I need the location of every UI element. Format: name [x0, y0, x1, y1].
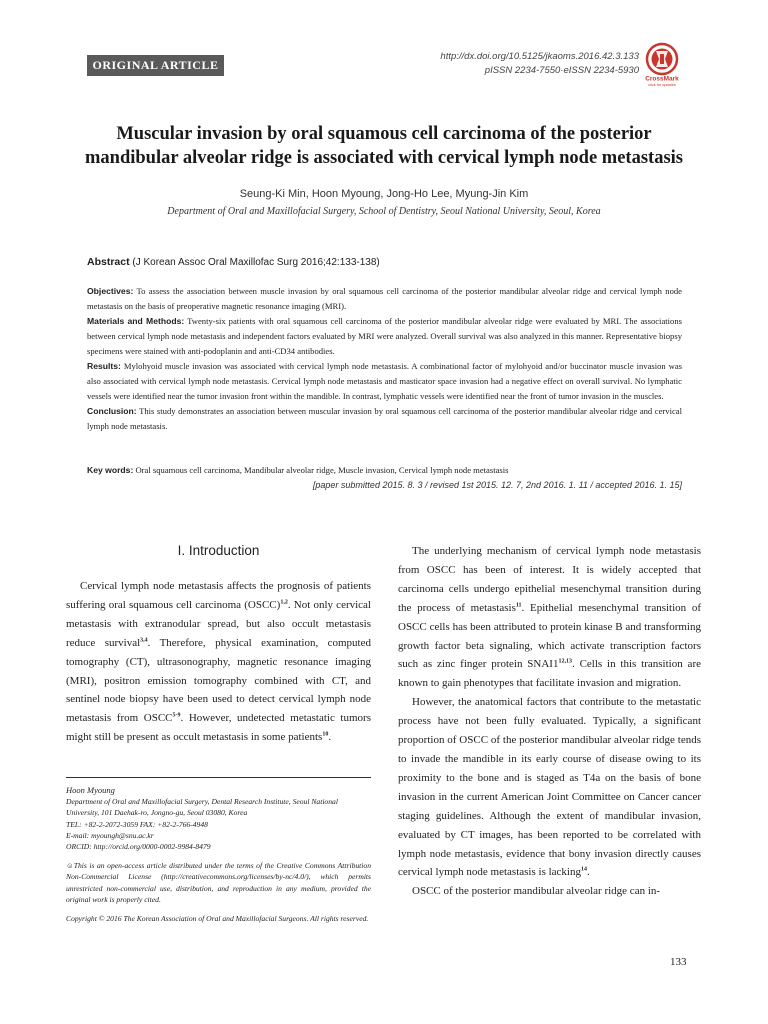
- abstract-methods: [87, 314, 682, 359]
- methods-text: Twenty-six patients with oral squamous cell carcinoma of the posterior mandibular alveolar ridge were evaluated by MRI. The associations between cervical lymph node metastasis and independent factors evaluated by MRI were analyzed. Overall survival was also analyzed in this manner. Representative biopsy specimens were stained with anti-podoplanin and anti-CD34 antibodies.: [87, 316, 682, 356]
- results-text: Mylohyoid muscle invasion was associated with cervical lymph node metastasis. A combinational factor of mylohyoid and/or buccinator muscle invasion was also associated with cervical lymph node metastasis. Cervical lymph node metastasis and masticator space invasion had a negative effect on overall survival. No lymphatic vessels were identified near the tumor invasion front within the mandible. In contrast, lymphatic vessels were identified near the front of tumor invasion in the muscles.: [87, 361, 682, 401]
- citation-ref[interactable]: 14: [580, 866, 587, 873]
- doi-block: [440, 50, 639, 78]
- citation-ref[interactable]: 12,13: [558, 658, 572, 665]
- article-type-badge: ORIGINAL ARTICLE: [87, 55, 224, 76]
- submission-dates: [paper submitted 2015. 8. 3 / revised 1st 2015. 12. 7, 2nd 2016. 1. 11 / accepted 2016. 1. 15]: [312, 480, 682, 490]
- corresponding-author-email[interactable]: E-mail: myoungh@snu.ac.kr: [66, 830, 154, 840]
- corresponding-author-phone: TEL: +82-2-2072-3059 FAX: +82-2-766-4948: [66, 819, 208, 829]
- section-heading-introduction: I. Introduction: [177, 543, 260, 558]
- citation-ref[interactable]: 3,4: [140, 637, 148, 644]
- author-list: Seung-Ki Min, Hoon Myoung, Jong-Ho Lee, Myung-Jin Kim: [239, 188, 529, 200]
- body-paragraph: However, the anatomical factors that contribute to the metastatic process have not been fully evaluated. Typically, a significant proportion of OSCC of the posterior mandibular alveolar ridge tends to invade the mandible in its early course of disease owing to its proximity to the bone and is staged as T4a on the basis of bone invasion in the current American Joint Committee on Cancer cancer staging guidelines. Although the extent of mandibular invasion, evaluated by CT images, has been reported to be correlated with lymph node metastasis, evidence that bony invasion directly causes cervical lymph node metastasis is lacking$^{14}$.: [398, 696, 701, 879]
- doi-link[interactable]: http://dx.doi.org/10.5125/jkaoms.2016.42.3.133: [440, 51, 639, 62]
- objectives-label: Objectives:: [87, 286, 134, 296]
- objectives-text: To assess the association between muscle invasion by oral squamous cell carcinoma of the posterior mandibular alveolar ridge and cervical lymph node metastasis on the basis of preoperative magnetic resonance imaging (MRI).: [87, 286, 682, 311]
- conclusion-label: Conclusion:: [87, 406, 137, 416]
- article-title: [60, 122, 708, 170]
- title-line-1: Muscular invasion by oral squamous cell carcinoma of the posterior: [116, 124, 652, 144]
- abstract-results: [87, 359, 682, 404]
- license-notice: ☺This is an open-access article distributed under the terms of the Creative Commons Attribution Non-Commercial License (http://creativecommons.org/licenses/by-nc/4.0/), which permits unrestricted non-commercial use, distribution, and reproduction in any medium, provided the original work is properly cited.: [66, 861, 371, 904]
- affiliation: Department of Oral and Maxillofacial Surgery, School of Dentistry, Seoul National University, Seoul, Korea: [167, 206, 601, 217]
- citation-ref[interactable]: 11: [515, 602, 522, 609]
- corresponding-author-orcid[interactable]: ORCID: http://orcid.org/0000-0002-9984-8479: [66, 842, 211, 852]
- crossmark-logo[interactable]: [642, 42, 682, 87]
- page-number: 133: [670, 956, 687, 968]
- body-column-left: [66, 577, 371, 747]
- corresponding-author-footnote: [66, 785, 371, 924]
- citation-ref[interactable]: 10: [322, 731, 329, 738]
- crossmark-label: CrossMark: [645, 75, 679, 83]
- issn-text: pISSN 2234-7550·eISSN 2234-5930: [484, 65, 639, 76]
- abstract-heading: [87, 256, 380, 268]
- abstract-body: [87, 284, 682, 434]
- crossmark-icon: [642, 42, 682, 87]
- conclusion-text: This study demonstrates an association between muscular invasion by oral squamous cell carcinoma of the posterior mandibular alveolar ridge and cervical lymph node metastasis.: [87, 406, 682, 431]
- body-column-right: [398, 542, 701, 901]
- body-paragraph: Cervical lymph node metastasis affects the prognosis of patients suffering oral squamous cell carcinoma (OSCC)$^{1,2}$. Not only cervical metastasis with extranodular spread, but also occult metastasis reduce survival$^{3,4}$. Therefore, physical examination, computed tomography (CT), ultrasonography, magnetic resonance imaging (MRI), positron emission tomography combined with CT, and sentinel node biopsy have been used to detect cervical lymph node metastasis from OSCC$^{5-9}$. However, undetected metastatic tumors might still be present as occult metastasis in some patients$^{10}$.: [66, 580, 371, 744]
- citation-ref[interactable]: 5-9: [172, 712, 181, 719]
- abstract-citation: (J Korean Assoc Oral Maxillofac Surg 2016;42:133-138): [129, 257, 380, 268]
- crossmark-sublabel: click for updates: [648, 83, 676, 87]
- methods-label: Materials and Methods:: [87, 316, 185, 326]
- keywords-label: Key words:: [87, 465, 134, 475]
- abstract-conclusion: [87, 404, 682, 434]
- abstract-label: Abstract: [87, 256, 130, 268]
- keywords-text: Oral squamous cell carcinoma, Mandibular alveolar ridge, Muscle invasion, Cervical lymph node metastasis: [133, 465, 509, 475]
- body-paragraph: The underlying mechanism of cervical lymph node metastasis from OSCC has been of interest. It is widely accepted that carcinoma cells undergo epithelial mesenchymal transition during the process of metastasis$^{11}$. Epithelial mesenchymal transition of OSCC cells has been attributed to protein kinase B and transforming growth factor beta signaling, which activate transcription factors such as zinc finger protein SNAI1$^{12,13}$. Cells in this transition are known to gain phenotypes that facilitate invasion and migration.: [398, 545, 701, 690]
- keywords: [87, 463, 682, 478]
- abstract-objectives: [87, 284, 682, 314]
- body-paragraph: OSCC of the posterior mandibular alveolar ridge can in-: [412, 885, 661, 898]
- citation-ref[interactable]: 1,2: [280, 599, 288, 606]
- corresponding-author-name: Hoon Myoung: [66, 785, 115, 795]
- results-label: Results:: [87, 361, 121, 371]
- copyright-notice: Copyright © 2016 The Korean Association of Oral and Maxillofacial Surgeons. All rights reserved.: [66, 914, 369, 924]
- title-line-2: mandibular alveolar ridge is associated with cervical lymph node metastasis: [85, 148, 683, 168]
- footnote-divider: [66, 777, 371, 778]
- corresponding-author-address: Department of Oral and Maxillofacial Surgery, Dental Research Institute, Seoul National University, 101 Daehak-ro, Jongno-gu, Seoul 03080, Korea: [66, 797, 338, 818]
